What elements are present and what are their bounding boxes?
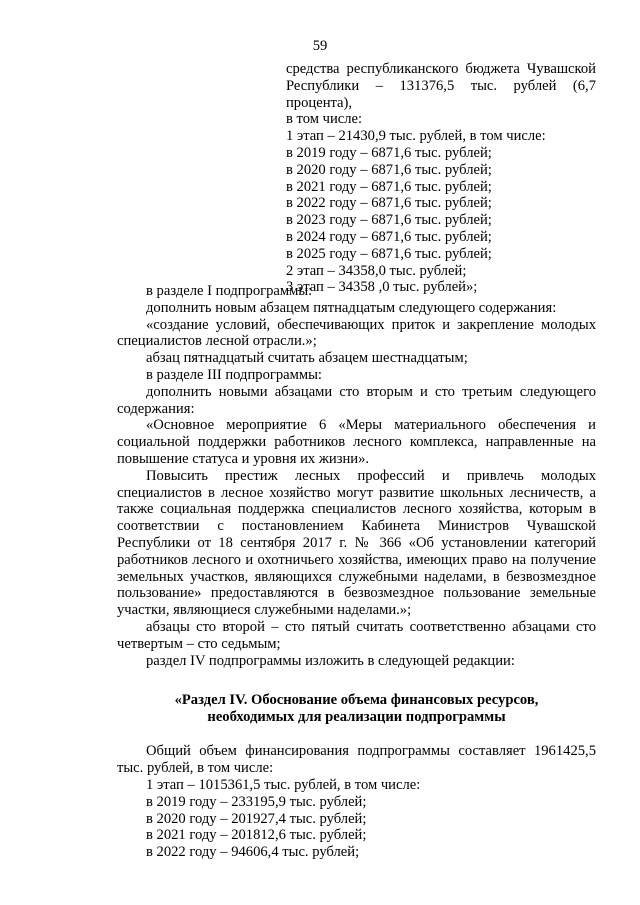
funding-line: в 2024 году – 6871,6 тыс. рублей; bbox=[286, 228, 492, 245]
paragraph: в 2021 году – 201812,6 тыс. рублей; bbox=[146, 827, 367, 844]
paragraph: Общий объем финансирования подпрограммы составляет 1961425,5 тыс. рублей, в том числе: bbox=[117, 743, 596, 777]
section-heading-line: «Раздел IV. Обоснование объема финансовых ресурсов, bbox=[174, 692, 539, 709]
funding-line: в 2021 году – 6871,6 тыс. рублей; bbox=[286, 178, 492, 195]
paragraph: «создание условий, обеспечивающих приток и закрепление молодых специалистов лесной отрасли.»; bbox=[117, 316, 596, 350]
paragraph: раздел IV подпрограммы изложить в следующей редакции: bbox=[146, 652, 515, 669]
funding-line: 2 этап – 34358,0 тыс. рублей; bbox=[286, 262, 467, 279]
funding-continuation-block bbox=[286, 61, 596, 296]
paragraph: в 2020 году – 201927,4 тыс. рублей; bbox=[146, 810, 367, 827]
funding-line: Республики – 131376,5 тыс. рублей (6,7 процента), bbox=[286, 77, 596, 111]
funding-line: 3 этап – 34358 ,0 тыс. рублей»; bbox=[286, 279, 478, 296]
paragraph: 1 этап – 1015361,5 тыс. рублей, в том числе: bbox=[146, 776, 421, 793]
paragraph: Повысить престиж лесных профессий и привлечь молодых специалистов в лесное хозяйство могут развитие школьных лесничеств, а также социальная поддержка специалистов лесного хозяйства, которым в соответствии с постановлением Кабинета Министров Чувашской Республики от 18 сентября 2017 г. № 366 «Об установлении категорий работников лесного и охотничьего хозяйства, имеющих право на получение земельных участков, являющихся служебными наделами, в безвозмездное пользование» предоставляются в безвозмездное пользование земельные участки, являющиеся служебными наделами.»; bbox=[117, 467, 596, 619]
paragraph: в 2022 году – 94606,4 тыс. рублей; bbox=[146, 844, 360, 861]
section-heading bbox=[117, 692, 596, 726]
paragraph: дополнить новыми абзацами сто вторым и сто третьим следующего содержания: bbox=[117, 383, 596, 417]
funding-line: 1 этап – 21430,9 тыс. рублей, в том числе: bbox=[286, 128, 546, 145]
paragraph: в разделе III подпрограммы: bbox=[146, 366, 322, 383]
funding-line: в 2019 году – 6871,6 тыс. рублей; bbox=[286, 144, 492, 161]
document-body bbox=[117, 283, 596, 861]
paragraph: дополнить новым абзацем пятнадцатым следующего содержания: bbox=[146, 299, 557, 316]
funding-line: в 2020 году – 6871,6 тыс. рублей; bbox=[286, 161, 492, 178]
funding-line: в том числе: bbox=[286, 111, 363, 128]
funding-line: в 2022 году – 6871,6 тыс. рублей; bbox=[286, 195, 492, 212]
funding-line: средства республиканского бюджета Чувашской bbox=[286, 61, 596, 77]
paragraph: в разделе I подпрограммы: bbox=[146, 283, 313, 299]
page-number: 59 bbox=[312, 38, 328, 54]
paragraph: «Основное мероприятие 6 «Меры материального обеспечения и социальной поддержки работников лесного комплекса, направленные на повышение статуса и уровня их жизни». bbox=[117, 417, 596, 467]
paragraph: абзац пятнадцатый считать абзацем шестнадцатым; bbox=[146, 350, 468, 367]
paragraph: в 2019 году – 233195,9 тыс. рублей; bbox=[146, 793, 367, 810]
funding-line: в 2023 году – 6871,6 тыс. рублей; bbox=[286, 212, 492, 229]
section-heading-line: необходимых для реализации подпрограммы bbox=[207, 709, 506, 726]
funding-line: в 2025 году – 6871,6 тыс. рублей; bbox=[286, 245, 492, 262]
paragraph: абзацы сто второй – сто пятый считать соответственно абзацами сто четвертым – сто седьмым; bbox=[117, 618, 596, 652]
